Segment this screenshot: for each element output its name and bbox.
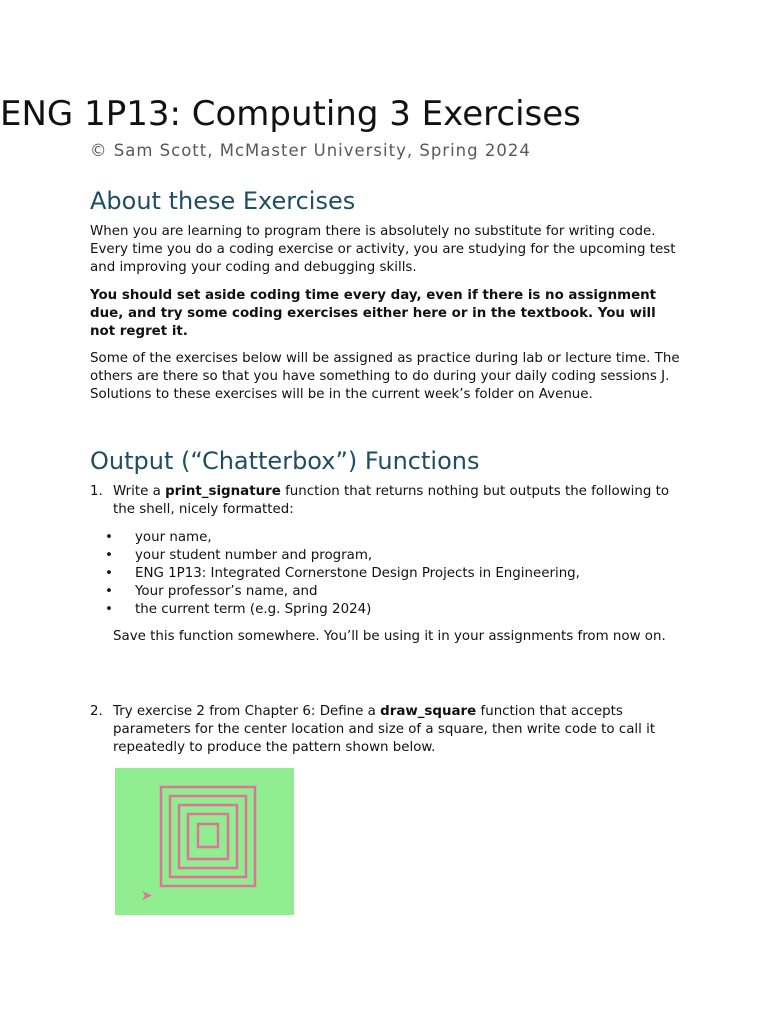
signature-items-list — [105, 529, 580, 619]
list-item — [105, 583, 580, 601]
square-4 — [188, 814, 228, 859]
exercise-1 — [90, 483, 680, 519]
about-paragraph-2: You should set aside coding time every day, even if there is no assignment due, and try some coding exercises either here or in the textbook. You will not regret it. — [90, 288, 657, 339]
exercise-1-text — [113, 483, 680, 519]
about-heading: About these Exercises — [90, 187, 356, 215]
about-paragraph-3: Some of the exercises below will be assigned as practice during lab or lecture time. The others are there so that you have something to do during your daily coding sessions J. Solutions to these exercises will be in the current week’s folder on Avenue. — [90, 351, 680, 402]
exercise-2-pre: Try exercise 2 from Chapter 6: Define a — [113, 704, 381, 719]
bullet-icon: • — [105, 565, 113, 581]
copyright-subtitle: © Sam Scott, McMaster University, Spring 2024 — [90, 141, 531, 160]
bullet-icon: • — [105, 601, 113, 617]
function-name: print_signature — [165, 484, 281, 499]
bullet-icon: • — [105, 547, 113, 563]
bullet-icon: • — [105, 583, 113, 599]
exercise-1-pre: Write a — [113, 484, 166, 499]
nested-squares-figure — [115, 768, 294, 915]
list-item — [105, 601, 580, 619]
exercise-1-note: Save this function somewhere. You’ll be using it in your assignments from now on. — [113, 629, 666, 644]
nested-squares-drawing — [115, 768, 294, 915]
list-item-text: ENG 1P13: Integrated Cornerstone Design Projects in Engineering, — [135, 565, 580, 581]
list-item — [105, 547, 580, 565]
square-outer — [161, 787, 255, 886]
square-2 — [170, 796, 246, 877]
exercise-1-post: function that returns nothing but outputs the following to the shell, nicely formatted: — [113, 484, 670, 517]
exercise-number: 1. — [90, 484, 103, 499]
about-paragraph-1: When you are learning to program there is absolutely no substitute for writing code. Every time you do a coding exercise or activity, you are studying for the upcoming test and improving your coding and debugging skills. — [90, 224, 676, 275]
exercise-number: 2. — [90, 704, 103, 719]
exercise-2 — [90, 703, 680, 756]
list-item — [105, 529, 580, 547]
exercise-2-post: function that accepts parameters for the center location and size of a square, then write code to call it repeatedly to produce the pattern shown below. — [113, 704, 656, 755]
square-inner — [198, 824, 218, 847]
list-item — [105, 565, 580, 583]
list-item-text: the current term (e.g. Spring 2024) — [135, 601, 372, 617]
list-item-text: Your professor’s name, and — [135, 583, 318, 599]
output-functions-heading: Output (“Chatterbox”) Functions — [90, 447, 480, 475]
page-title: ENG 1P13: Computing 3 Exercises — [0, 94, 581, 134]
exercise-2-text — [113, 703, 680, 756]
bullet-icon: • — [105, 530, 113, 545]
list-item-text: your name, — [135, 530, 212, 545]
list-item-text: your student number and program, — [135, 547, 373, 563]
turtle-arrow-icon — [142, 891, 152, 900]
function-name: draw_square — [380, 704, 477, 719]
